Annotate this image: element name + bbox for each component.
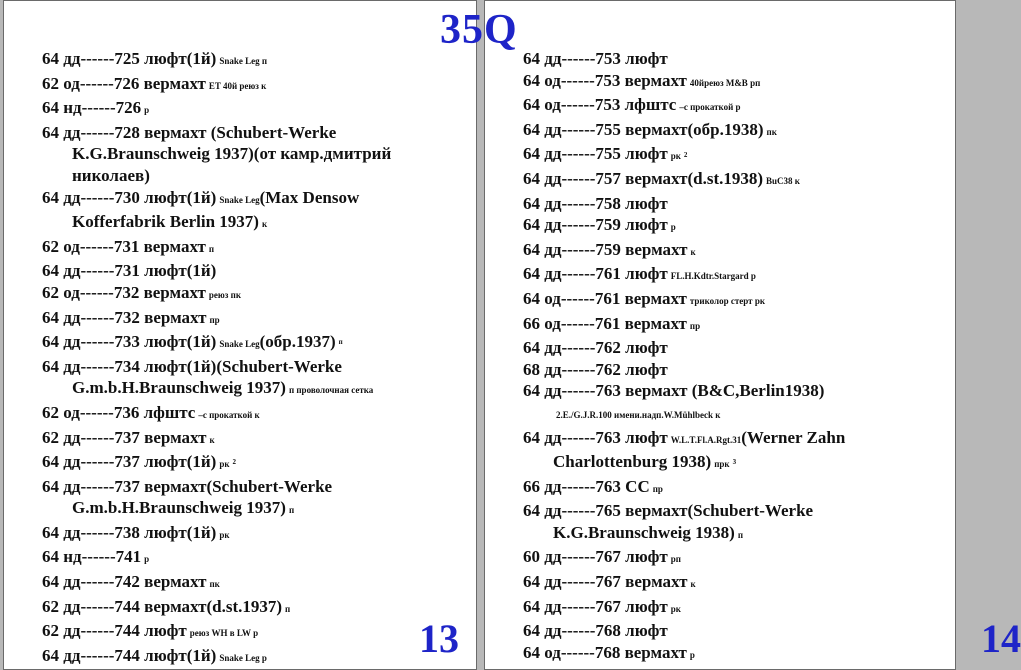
entry-text: 62 од------732 вермахт	[42, 282, 206, 302]
entry-note: к	[209, 434, 215, 445]
entry-note-extra: 2	[232, 458, 237, 467]
entry-line	[523, 522, 949, 547]
entry-line	[42, 620, 472, 645]
entry-text: 64 од------753 лфштс	[523, 95, 677, 115]
entry-text: 64 нд------741	[42, 547, 142, 567]
entry-line	[42, 402, 472, 427]
entry-line	[42, 596, 472, 621]
entry-text: 64 дд------755 люфт	[523, 144, 668, 164]
entry-line	[42, 282, 472, 307]
entry-line	[42, 427, 472, 452]
entry-line	[523, 500, 949, 522]
entry-note: –с прокаткой р	[679, 102, 741, 113]
entry-note: п	[208, 243, 215, 254]
entry-note: к	[261, 219, 268, 230]
entry-note-extra: п	[338, 338, 343, 347]
entry-line	[42, 143, 472, 165]
entry-text: 64 дд------731 люфт(1й)	[42, 261, 217, 281]
left-page-number: 13	[419, 616, 459, 661]
entry-note: рк	[670, 603, 681, 614]
entry-line	[42, 331, 472, 356]
left-page	[3, 0, 477, 670]
entry-note: триколор стерт рк	[689, 295, 766, 306]
entry-text: 64 од------768 вермахт	[523, 642, 687, 662]
entry-text: 64 дд------761 люфт	[523, 264, 668, 284]
entry-note: р	[144, 554, 150, 565]
entry-text: 64 дд------759 вермахт	[523, 239, 688, 259]
entry-line	[42, 522, 472, 547]
entry-line	[523, 70, 949, 95]
entry-note: W.L.T.Fl.A.Rgt.31	[670, 434, 742, 445]
entry-text: николаев)	[72, 165, 150, 185]
entry-text: 64 дд------763 люфт	[523, 427, 668, 447]
entry-text: 64 од------753 вермахт	[523, 70, 687, 90]
entry-line	[523, 119, 949, 144]
entry-note: пр	[689, 320, 701, 331]
entry-text: 64 дд------757 вермахт(d.st.1938)	[523, 168, 764, 188]
entry-note: FL.H.Kdtr.Stargard р	[670, 271, 756, 282]
entry-line	[523, 451, 949, 476]
entry-text: 64 дд------765 вермахт(Schubert-Werke	[523, 501, 814, 521]
entry-line	[42, 546, 472, 571]
right-page-number: 14	[981, 616, 1021, 661]
entry-note-extra: 3	[732, 458, 737, 467]
entry-line	[42, 187, 472, 212]
entry-text: 64 дд------734 люфт(1й)(Schubert-Werke	[42, 356, 342, 376]
entry-line	[42, 48, 472, 73]
entry-note: пк	[209, 579, 220, 590]
entry-note: рп	[670, 554, 681, 565]
entry-note: Snake Leg р	[219, 652, 267, 663]
entry-text: 64 дд------763 вермахт (B&C,Berlin1938)	[523, 381, 825, 401]
entry-text: 64 дд------725 люфт(1й)	[42, 49, 217, 68]
entry-note: к	[690, 579, 696, 590]
entry-line	[523, 313, 949, 338]
entry-line	[523, 94, 949, 119]
entry-line	[523, 359, 949, 381]
entry-note: рк	[219, 459, 230, 470]
entry-line	[523, 48, 949, 70]
entry-text-cont: (Werner Zahn	[741, 427, 846, 447]
right-page	[484, 0, 1021, 670]
entry-note: пр	[209, 314, 220, 325]
entry-note: прк	[714, 459, 730, 470]
entry-text: 60 дд------767 люфт	[523, 547, 668, 567]
entry-line	[42, 73, 472, 98]
entry-note-extra: 2	[683, 150, 688, 159]
entry-text: 62 дд------744 люфт	[42, 621, 187, 641]
entry-text: 64 дд------753 люфт	[523, 49, 668, 68]
entry-text-cont: (обр.1937)	[259, 332, 336, 352]
entry-line	[523, 239, 949, 264]
entry-text: 64 дд------762 люфт	[523, 338, 668, 358]
entry-line	[42, 645, 472, 670]
entry-note: BuC38 к	[766, 175, 800, 186]
entry-line	[42, 260, 472, 282]
entry-text: 64 дд------737 люфт(1й)	[42, 452, 217, 472]
entry-line	[523, 642, 949, 667]
entry-text: K.G.Braunschweig 1938)	[553, 522, 735, 542]
left-page-lines	[42, 48, 472, 669]
entry-note: пр	[652, 483, 663, 494]
entry-text: Kofferfabrik Berlin 1937)	[72, 212, 259, 232]
entry-line	[42, 165, 472, 187]
right-page-lines	[523, 48, 949, 666]
entry-line	[42, 356, 472, 378]
entry-note: –с прокаткой к	[198, 409, 260, 420]
entry-text-cont: (Max Densow	[259, 187, 360, 207]
entry-note: ET 40й реюз к	[208, 80, 267, 91]
entry-text: 64 дд------767 люфт	[523, 596, 668, 616]
entry-text: K.G.Braunschweig 1937)(от камр.дмитрий	[72, 144, 392, 164]
header-code: 35Q	[440, 7, 518, 53]
entry-note: 2.E./G.J.R.100 имени.надп.W.Mühlbeck к	[556, 409, 721, 420]
entry-line	[42, 97, 472, 122]
entry-text: 64 нд------726	[42, 98, 142, 118]
entry-line	[523, 620, 949, 642]
entry-line	[42, 211, 472, 236]
entry-text: 62 дд------744 вермахт(d.st.1937)	[42, 596, 283, 616]
entry-text: 64 дд------733 люфт(1й)	[42, 332, 217, 352]
entry-line	[42, 122, 472, 144]
entry-line	[523, 337, 949, 359]
entry-text: 64 дд------755 вермахт(обр.1938)	[523, 119, 764, 139]
entry-text: Charlottenburg 1938)	[553, 452, 712, 472]
entry-line	[523, 427, 949, 452]
entry-text: 62 од------731 вермахт	[42, 236, 206, 256]
entry-note: р	[670, 222, 676, 233]
entry-line	[523, 214, 949, 239]
entry-text: 66 дд------763 СС	[523, 476, 650, 496]
entry-line	[42, 377, 472, 402]
entry-text: 64 дд------738 люфт(1й)	[42, 522, 217, 542]
entry-line	[42, 497, 472, 522]
entry-text: 64 дд------728 вермахт (Schubert-Werke	[42, 122, 337, 142]
entry-note: р	[689, 649, 695, 660]
entry-text: 64 дд------768 люфт	[523, 621, 668, 641]
entry-line	[523, 546, 949, 571]
entry-line	[523, 380, 949, 402]
entry-line	[42, 307, 472, 332]
entry-line	[42, 236, 472, 261]
entry-text: 64 дд------732 вермахт	[42, 307, 207, 327]
entry-note: реюз пк	[208, 289, 242, 300]
entry-line	[42, 451, 472, 476]
entry-note: р	[144, 105, 150, 116]
entry-text: 64 од------761 вермахт	[523, 288, 687, 308]
entry-text: 62 од------726 вермахт	[42, 73, 206, 93]
entry-text: 62 дд------737 вермахт	[42, 427, 207, 447]
entry-line	[523, 143, 949, 168]
entry-text: 64 дд------758 люфт	[523, 193, 668, 213]
entry-line	[42, 476, 472, 498]
entry-text: 66 од------761 вермахт	[523, 313, 687, 333]
entry-note: рк	[670, 151, 681, 162]
entry-line	[523, 193, 949, 215]
entry-text: 64 дд------737 вермахт(Schubert-Werke	[42, 476, 333, 496]
entry-note: п	[285, 603, 291, 614]
entry-note: Snake Leg п	[219, 56, 268, 66]
entry-text: 64 дд------767 вермахт	[523, 572, 688, 592]
entry-text: G.m.b.H.Braunschweig 1937)	[72, 498, 286, 518]
entry-note: Snake Leg	[219, 339, 260, 350]
entry-text: 64 дд------742 вермахт	[42, 572, 207, 592]
entry-line	[523, 168, 949, 193]
entry-line	[523, 596, 949, 621]
entry-note: пк	[766, 126, 777, 137]
entry-line	[523, 476, 949, 501]
entry-note: Snake Leg	[219, 194, 260, 205]
entry-note: рк	[219, 529, 230, 540]
entry-text: 64 дд------730 люфт(1й)	[42, 187, 217, 207]
entry-line	[42, 571, 472, 596]
entry-text: 68 дд------762 люфт	[523, 359, 668, 379]
entry-line	[523, 263, 949, 288]
entry-note: п	[737, 529, 743, 540]
entry-line	[523, 571, 949, 596]
entry-text: 64 дд------759 люфт	[523, 215, 668, 235]
entry-line	[523, 288, 949, 313]
entry-note: 40йреюз M&B рп	[689, 77, 761, 88]
entry-line	[523, 402, 949, 427]
entry-note: к	[690, 246, 696, 257]
entry-text: G.m.b.H.Braunschweig 1937)	[72, 378, 286, 398]
entry-note: реюз WH в LW р	[189, 628, 259, 639]
entry-note: п	[288, 505, 295, 516]
entry-note: п проволочная сетка	[288, 385, 374, 396]
entry-text: 62 од------736 лфштс	[42, 402, 196, 422]
entry-text: 64 дд------744 люфт(1й)	[42, 645, 217, 665]
